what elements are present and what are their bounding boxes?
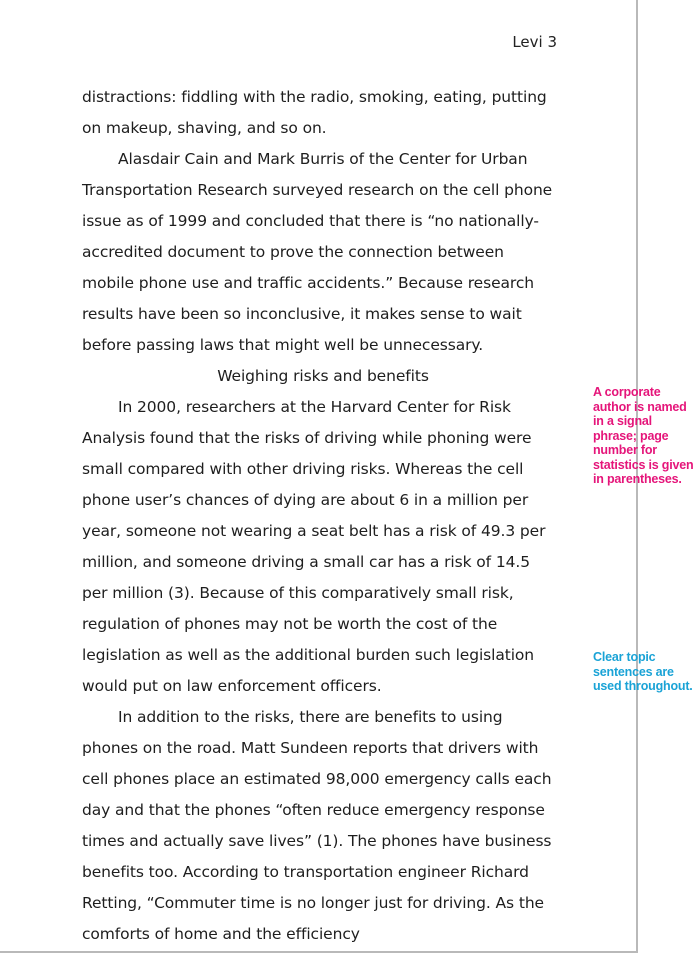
- annotation-corporate-author: A corporate author is named in a signal phrase; page number for statistics is given in parentheses.: [593, 385, 694, 486]
- running-head: Levi 3: [512, 33, 557, 51]
- paragraph-continuation: distractions: fiddling with the radio, smoking, eating, putting on makeup, shaving, and so on.: [82, 88, 547, 137]
- annotation-topic-sentences: Clear topic sentences are used throughout.: [593, 650, 693, 693]
- paragraph-cain-burris: Alasdair Cain and Mark Burris of the Center for Urban Transportation Research surveyed research on the cell phone issue as of 1999 and concluded that there is “no nationally-accredited document to prove the connection between mobile phone use and traffic accidents.” Because research results have been so inconclusive, it makes sense to wait before passing laws that might well be unnecessary.: [82, 150, 553, 354]
- body-text: [82, 82, 560, 950]
- section-heading: Weighing risks and benefits: [217, 367, 429, 385]
- paragraph-harvard-risk: In 2000, researchers at the Harvard Center for Risk Analysis found that the risks of driving while phoning were small compared with other driving risks. Whereas the cell phone user’s chances of dying are about 6 in a million per year, someone not wearing a seat belt has a risk of 49.3 per million, and someone driving a small car has a risk of 14.5 per million (3). Because of this comparatively small risk, regulation of phones may not be worth the cost of the legislation as well as the additional burden such legislation would put on law enforcement officers.: [82, 398, 546, 695]
- paragraph-benefits: In addition to the risks, there are benefits to using phones on the road. Matt Sundeen reports that drivers with cell phones place an estimated 98,000 emergency calls each day and that the phones “often reduce emergency response times and actually save lives” (1). The phones have business benefits too. According to transportation engineer Richard Retting, “Commuter time is no longer just for driving. As the comforts of home and the efficiency: [82, 708, 552, 943]
